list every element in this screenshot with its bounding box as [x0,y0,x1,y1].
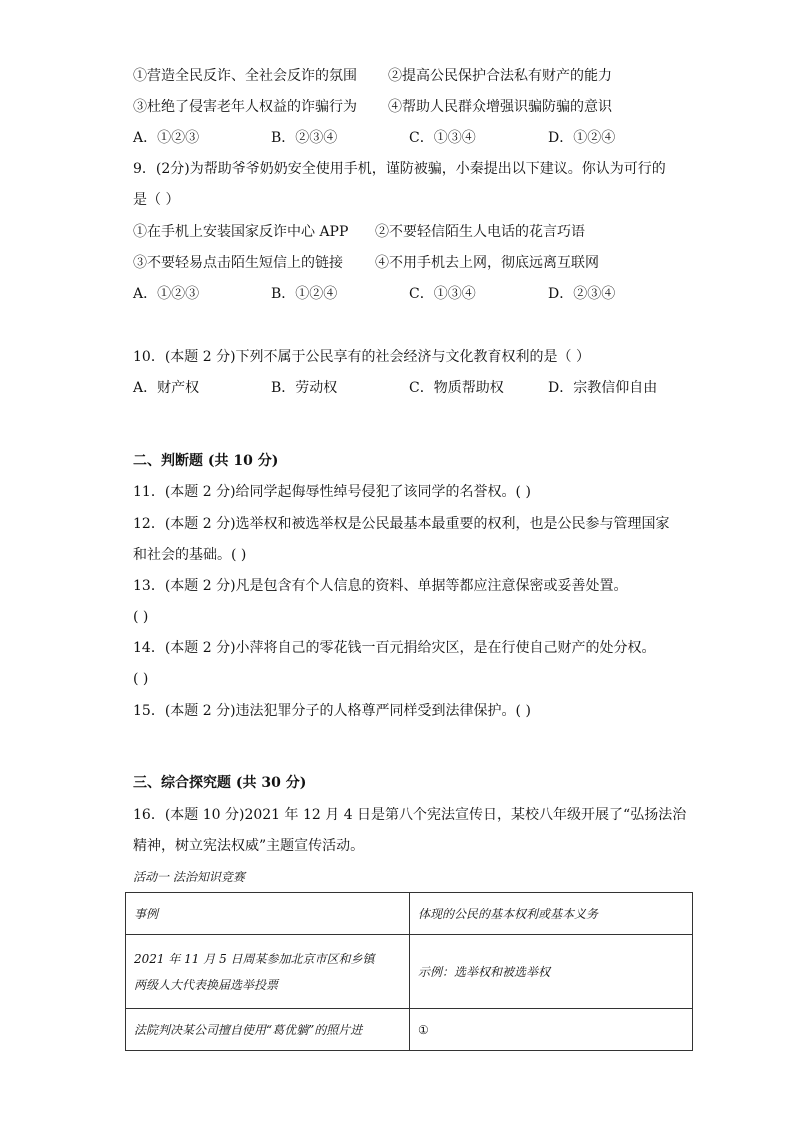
q8-item-3: ③杜绝了侵害老年人权益的诈骗行为 [133,99,357,115]
q9-item-2: ②不要轻信陌生人电话的花言巧语 [375,224,585,240]
q9-stem-line1: 9．(2分)为帮助爷爷奶奶安全使用手机，谨防被骗，小秦提出以下建议。你认为可行的 [133,161,666,177]
table-header-row [126,893,693,935]
q8-option-d: D．①②④ [548,130,616,146]
q9-item-4: ④不用手机去上网，彻底远离互联网 [375,255,599,271]
q8-item-4: ④帮助人民群众增强识骗防骗的意识 [388,99,612,115]
q16-line2: 精神，树立宪法权威”主题宣传活动。 [133,838,365,854]
table-row [126,935,693,1009]
q10-option-c: C．物质帮助权 [409,380,504,396]
table-header-case: 事例 [126,893,410,935]
q15: 15．(本题 2 分)违法犯罪分子的人格尊严同样受到法律保护。( ) [133,703,531,719]
q12-line1: 12．(本题 2 分)选举权和被选举权是公民最基本最重要的权利，也是公民参与管理国家 [133,516,670,532]
q8-option-c: C．①③④ [409,130,476,146]
q13-line2: ( ) [133,609,149,625]
q10-stem: 10．(本题 2 分)下列不属于公民享有的社会经济与文化教育权利的是（ ） [133,349,590,365]
q10-option-d: D．宗教信仰自由 [548,380,658,396]
rights-table [125,892,693,1051]
q12-line2: 和社会的基础。( ) [133,547,247,563]
table-row2-answer: ① [410,1009,693,1051]
activity-label: 活动一 法治知识竞赛 [133,870,245,884]
section2-title: 二、判断题 (共 10 分) [133,453,279,469]
q9-item-1: ①在手机上安装国家反诈中心 APP [133,224,349,240]
q9-stem-line2: 是（ ） [133,192,180,208]
q10-option-a: A．财产权 [133,380,200,396]
table-row1-case [126,935,410,1009]
q9-option-d: D．②③④ [548,286,616,302]
q11: 11．(本题 2 分)给同学起侮辱性绰号侵犯了该同学的名誉权。( ) [133,484,531,500]
q10-option-b: B．劳动权 [271,380,338,396]
table-row1-answer: 示例：选举权和被选举权 [410,935,693,1009]
q16-line1: 16．(本题 10 分)2021 年 12 月 4 日是第八个宪法宣传日，某校八年级开展了“弘扬法治 [133,807,687,823]
q14-line1: 14．(本题 2 分)小萍将自己的零花钱一百元捐给灾区，是在行使自己财产的处分权。 [133,640,656,656]
q8-option-b: B．②③④ [271,130,338,146]
table-row [126,1009,693,1051]
table-header-right: 体现的公民的基本权利或基本义务 [410,893,693,935]
q8-option-a: A．①②③ [133,130,200,146]
q8-item-1: ①营造全民反诈、全社会反诈的氛围 [133,68,357,84]
q13-line1: 13．(本题 2 分)凡是包含有个人信息的资料、单据等都应注意保密或妥善处置。 [133,578,628,594]
q9-option-c: C．①③④ [409,286,476,302]
row1-case-line1: 2021 年 11 月 5 日周某参加北京市区和乡镇 [134,951,375,966]
q8-item-2: ②提高公民保护合法私有财产的能力 [388,68,612,84]
q14-line2: ( ) [133,671,149,687]
q9-item-3: ③不要轻易点击陌生短信上的链接 [133,255,343,271]
table-row2-case: 法院判决某公司擅自使用“葛优躺”的照片进 [126,1009,410,1051]
section3-title: 三、综合探究题 (共 30 分) [133,775,307,791]
q9-option-a: A．①②③ [133,286,200,302]
q9-option-b: B．①②④ [271,286,338,302]
row1-case-line2: 两级人大代表换届选举投票 [134,977,279,992]
